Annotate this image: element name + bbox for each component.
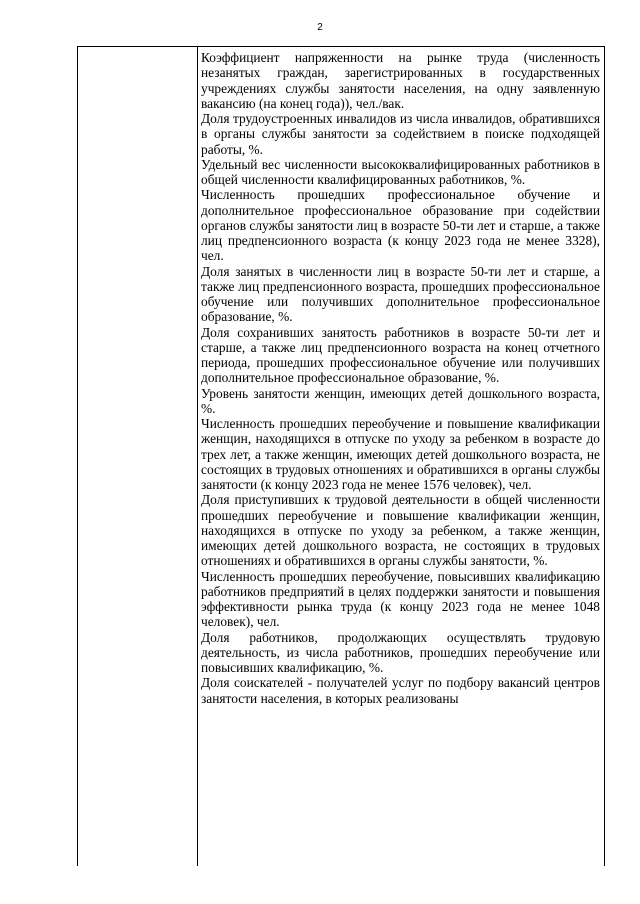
indicator-paragraph: Доля трудоустроенных инвалидов из числа инвалидов, обратившихся в органы службы занятости за содействием в поиске подходящей работы, %. bbox=[201, 111, 600, 157]
indicator-paragraph: Доля соискателей - получателей услуг по подбору вакансий центров занятости населения, в которых реализованы bbox=[201, 675, 600, 706]
indicator-paragraph: Доля сохранивших занятость работников в возрасте 50-ти лет и старше, а также лиц предпенсионного возраста на конец отчетного периода, прошедших профессиональное обучение или получивших дополнительное профессиональное образование, %. bbox=[201, 324, 600, 386]
indicator-paragraph: Уровень занятости женщин, имеющих детей дошкольного возраста, %. bbox=[201, 385, 600, 416]
table-right-cell bbox=[198, 47, 604, 866]
indicator-paragraph: Численность прошедших профессиональное обучение и дополнительное профессиональное образование при содействии органов службы занятости лиц в возрасте 50-ти лет и старше, а также лиц предпенсионного возраста (к концу 2023 года не менее 3328), чел. bbox=[201, 187, 600, 264]
indicator-paragraph: Коэффициент напряженности на рынке труда (численность незанятых граждан, зарегистрированных в государственных учреждениях службы занятости населения, на одну заявленную вакансию (на конец года)), чел./вак. bbox=[201, 50, 600, 111]
table-left-cell bbox=[78, 47, 198, 866]
indicator-paragraph: Доля работников, продолжающих осуществлять трудовую деятельность, из числа работников, прошедших переобучение или повысивших квалификацию, %. bbox=[201, 629, 600, 675]
indicator-paragraph: Доля приступивших к трудовой деятельности в общей численности прошедших переобучение и повышение квалификации женщин, находящихся в отпуске по уходу за ребенком, а также женщин, имеющих детей дошкольного возраста, не состоящих в трудовых отношениях и обратившихся в органы службы занятости, %. bbox=[201, 492, 600, 569]
indicators-table bbox=[77, 46, 605, 866]
indicator-paragraph: Доля занятых в численности лиц в возрасте 50-ти лет и старше, а также лиц предпенсионного возраста, прошедших профессиональное обучение или получивших дополнительное профессиональное образование, %. bbox=[201, 263, 600, 325]
indicator-paragraph: Численность прошедших переобучение, повысивших квалификацию работников предприятий в целях поддержки занятости и повышения эффективности рынка труда (к концу 2023 года не менее 1048 человек), чел. bbox=[201, 568, 600, 630]
page-number: 2 bbox=[317, 22, 323, 33]
indicator-paragraph: Численность прошедших переобучение и повышение квалификации женщин, находящихся в отпуске по уходу за ребенком в возрасте до трех лет, а также женщин, имеющих детей дошкольного возраста, не состоящих в трудовых отношениях и обратившихся в органы службы занятости (к концу 2023 года не менее 1576 человек), чел. bbox=[201, 416, 600, 492]
indicator-paragraph: Удельный вес численности высококвалифицированных работников в общей численности квалифицированных работников, %. bbox=[201, 156, 600, 187]
